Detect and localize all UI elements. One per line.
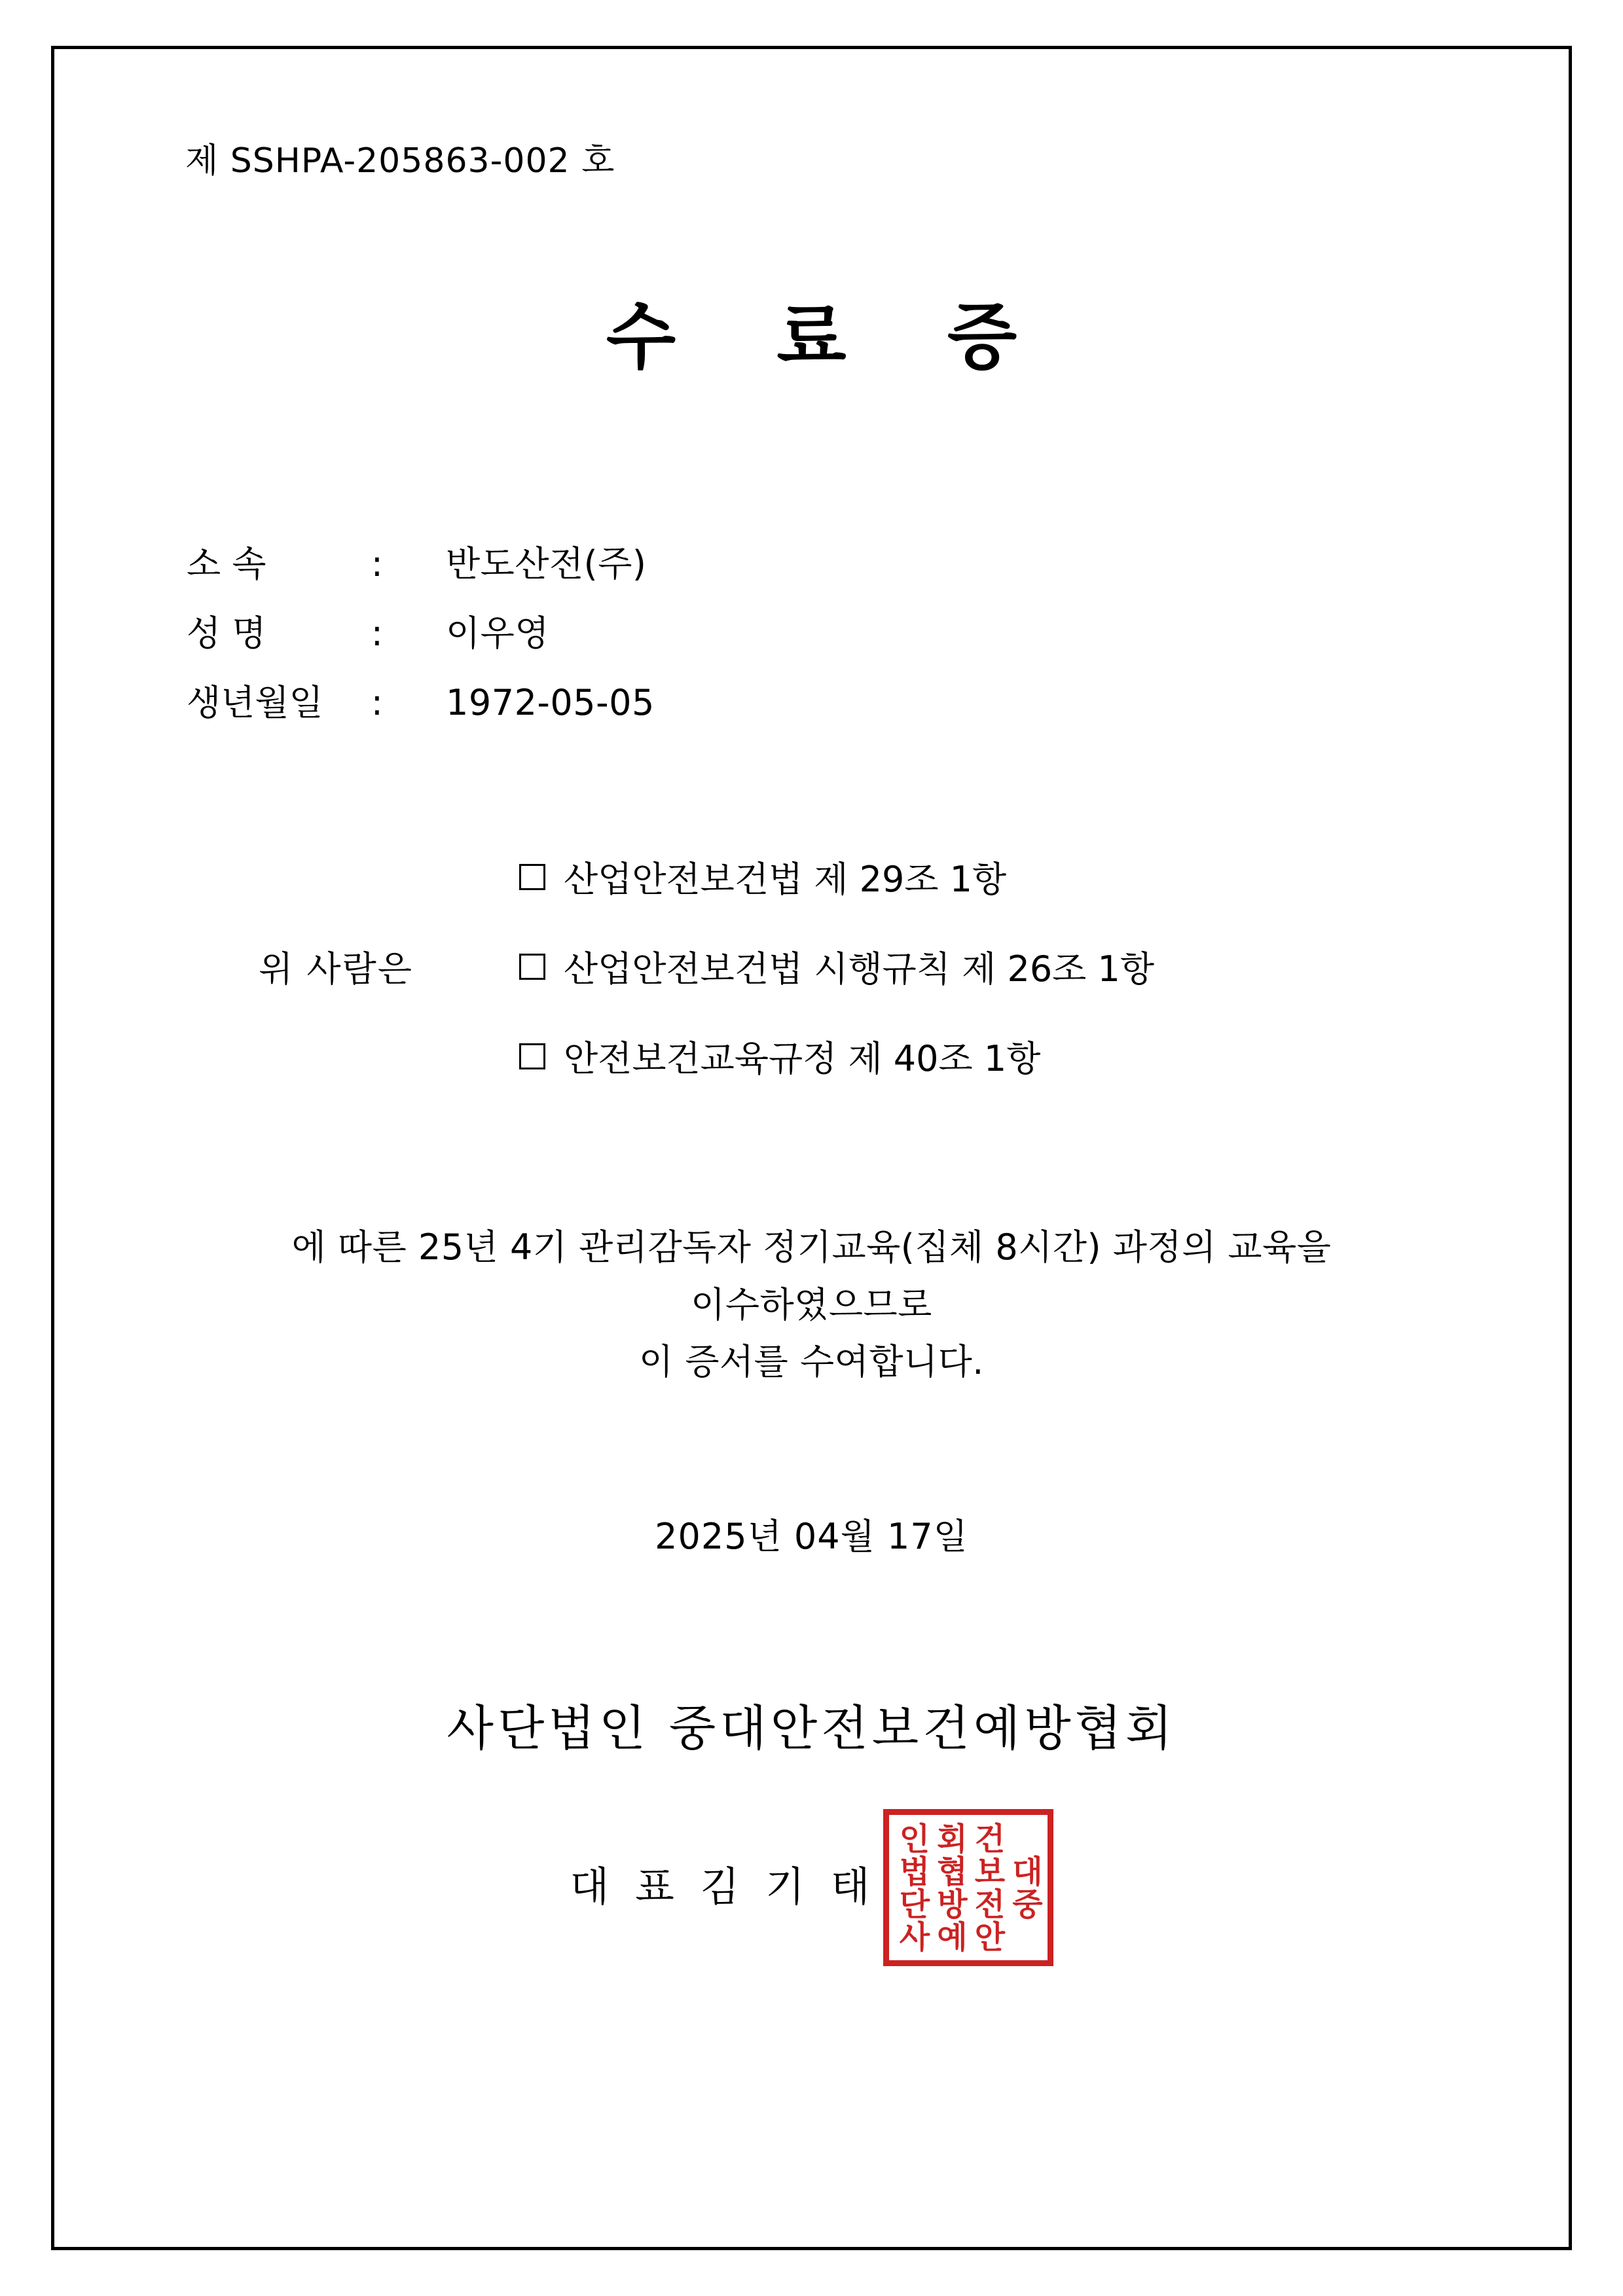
clause-item — [519, 941, 1154, 992]
certificate-border — [51, 46, 1572, 2250]
info-label-name — [187, 613, 383, 655]
info-colon-name: : — [371, 613, 383, 655]
seal-column-2: 회협방예 — [930, 1821, 968, 1953]
clause-item — [519, 1031, 1154, 1081]
info-value-name: 이우영 — [446, 613, 549, 655]
body-line-3: 이 증서를 수여합니다. — [639, 1341, 984, 1383]
clause-list — [519, 852, 1154, 1081]
seal-column-4: 대중 — [1006, 1854, 1043, 1920]
page-title: 수 료 증 — [606, 295, 1055, 380]
checkbox-icon[interactable] — [519, 1043, 545, 1069]
recipient-info — [187, 543, 1470, 724]
organization-name: 사단법인 중대안전보건예방협회 — [447, 1700, 1176, 1757]
info-row-affiliation — [187, 543, 1470, 585]
certificate-body — [153, 1219, 1470, 1390]
seal-column-1: 인법단사 — [893, 1821, 930, 1953]
clause-section — [153, 852, 1470, 1081]
clause-text: 안전보건교육규정 제 40조 1항 — [564, 1038, 1041, 1080]
official-seal-icon — [883, 1809, 1053, 1966]
body-line-2: 이수하였으므로 — [691, 1283, 932, 1325]
info-value-birthdate: 1972-05-05 — [446, 682, 655, 724]
info-row-name — [187, 613, 1470, 655]
info-label-affiliation — [187, 543, 383, 585]
info-label-birthdate — [187, 682, 383, 724]
clause-text: 산업안전보건법 제 29조 1항 — [564, 859, 1007, 901]
info-colon-affiliation: : — [371, 543, 383, 585]
clause-text: 산업안전보건법 시행규칙 제 26조 1항 — [564, 948, 1155, 990]
checkbox-icon[interactable] — [519, 954, 545, 980]
clause-lead-text: 위 사람은 — [259, 948, 413, 990]
info-colon-birthdate: : — [371, 682, 383, 724]
body-line-1: 에 따른 25년 4기 관리감독자 정기교육(집체 8시간) 과정의 교육을 — [291, 1227, 1332, 1268]
clause-item — [519, 852, 1154, 902]
representative-name: 대 표 김 기 태 — [570, 1863, 877, 1911]
info-label-birthdate-text: 생년월일 — [187, 682, 323, 724]
info-value-affiliation: 반도산전(주) — [446, 543, 647, 585]
checkbox-icon[interactable] — [519, 864, 545, 890]
info-row-birthdate — [187, 682, 1470, 724]
signature-row — [153, 1805, 1470, 1962]
document-number: 제 SSHPA-205863-002 호 — [185, 141, 615, 181]
issue-date: 2025년 04월 17일 — [655, 1515, 968, 1557]
info-label-name-text: 성 명 — [187, 613, 266, 655]
info-label-affiliation-text: 소 속 — [187, 543, 266, 585]
seal-column-3: 건보전안 — [968, 1821, 1006, 1953]
